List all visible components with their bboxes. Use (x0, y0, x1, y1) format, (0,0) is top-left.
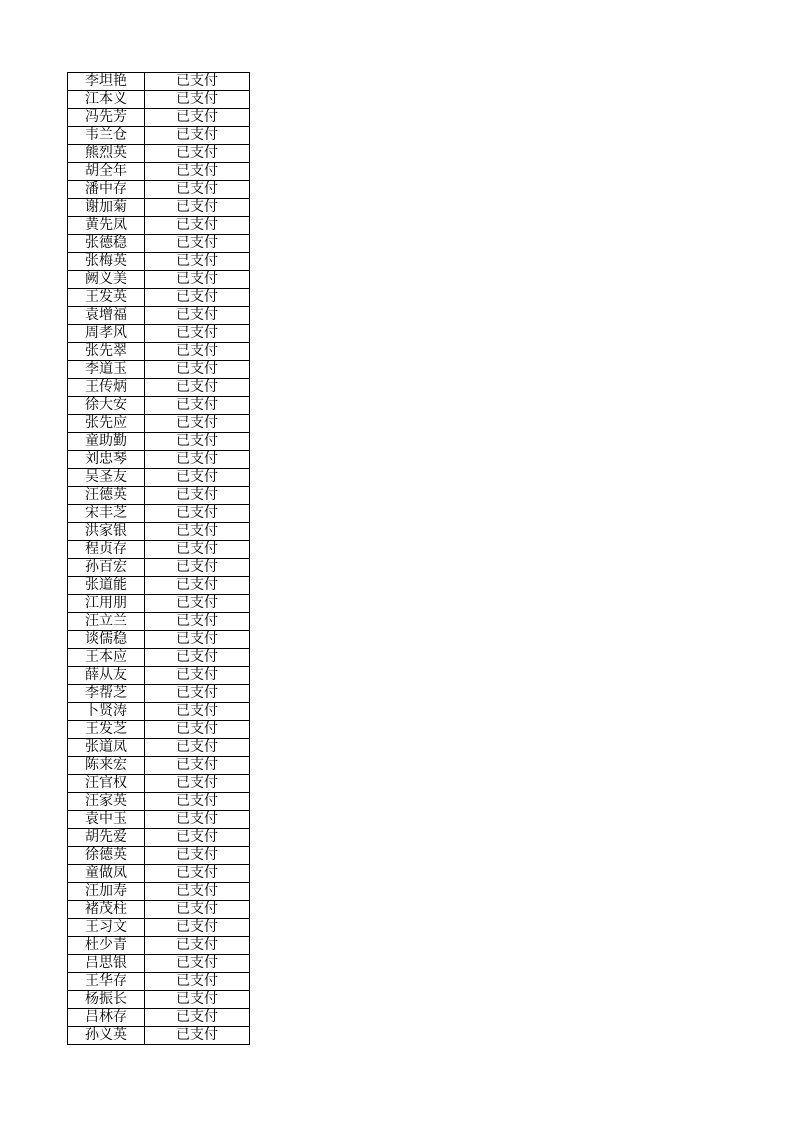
table-row (68, 289, 250, 307)
table-row (68, 937, 250, 955)
name-cell: 冯先芳 (68, 109, 145, 127)
status-cell: 已支付 (145, 127, 250, 145)
status-cell: 已支付 (145, 865, 250, 883)
table-row (68, 307, 250, 325)
name-cell: 王发英 (68, 289, 145, 307)
status-cell: 已支付 (145, 451, 250, 469)
name-cell: 熊烈英 (68, 145, 145, 163)
status-cell: 已支付 (145, 109, 250, 127)
name-cell: 张德稳 (68, 235, 145, 253)
status-cell: 已支付 (145, 667, 250, 685)
status-cell: 已支付 (145, 739, 250, 757)
name-cell: 陈来宏 (68, 757, 145, 775)
status-cell: 已支付 (145, 721, 250, 739)
name-cell: 李坦艳 (68, 73, 145, 91)
table-row (68, 433, 250, 451)
name-cell: 汪立兰 (68, 613, 145, 631)
table-row (68, 541, 250, 559)
name-cell: 汪德英 (68, 487, 145, 505)
name-cell: 王华存 (68, 973, 145, 991)
table-row (68, 73, 250, 91)
table-row (68, 271, 250, 289)
status-cell: 已支付 (145, 649, 250, 667)
name-cell: 潘中存 (68, 181, 145, 199)
name-cell: 徐德英 (68, 847, 145, 865)
name-cell: 谢加菊 (68, 199, 145, 217)
table-row (68, 613, 250, 631)
name-cell: 徐大安 (68, 397, 145, 415)
name-cell: 胡先爱 (68, 829, 145, 847)
status-cell: 已支付 (145, 235, 250, 253)
status-cell: 已支付 (145, 991, 250, 1009)
status-cell: 已支付 (145, 271, 250, 289)
table-row (68, 577, 250, 595)
name-cell: 程贞存 (68, 541, 145, 559)
table-row (68, 973, 250, 991)
name-cell: 李道玉 (68, 361, 145, 379)
status-cell: 已支付 (145, 685, 250, 703)
status-cell: 已支付 (145, 847, 250, 865)
table-row (68, 811, 250, 829)
status-cell: 已支付 (145, 541, 250, 559)
table-row (68, 685, 250, 703)
table-row (68, 235, 250, 253)
status-cell: 已支付 (145, 919, 250, 937)
status-cell: 已支付 (145, 469, 250, 487)
table-row (68, 451, 250, 469)
table-row (68, 649, 250, 667)
status-cell: 已支付 (145, 217, 250, 235)
status-cell: 已支付 (145, 397, 250, 415)
name-cell: 孙百宏 (68, 559, 145, 577)
name-cell: 王习文 (68, 919, 145, 937)
status-cell: 已支付 (145, 361, 250, 379)
table-row (68, 523, 250, 541)
table-row (68, 793, 250, 811)
table-row (68, 343, 250, 361)
status-cell: 已支付 (145, 1027, 250, 1045)
status-cell: 已支付 (145, 757, 250, 775)
name-cell: 张道凤 (68, 739, 145, 757)
status-cell: 已支付 (145, 901, 250, 919)
name-cell: 张梅英 (68, 253, 145, 271)
name-cell: 刘忠琴 (68, 451, 145, 469)
name-cell: 张先应 (68, 415, 145, 433)
status-cell: 已支付 (145, 577, 250, 595)
name-cell: 王传炳 (68, 379, 145, 397)
name-cell: 袁增福 (68, 307, 145, 325)
table-row (68, 703, 250, 721)
name-cell: 王发芝 (68, 721, 145, 739)
status-cell: 已支付 (145, 973, 250, 991)
table-row (68, 469, 250, 487)
status-cell: 已支付 (145, 775, 250, 793)
name-cell: 吴圣友 (68, 469, 145, 487)
status-cell: 已支付 (145, 505, 250, 523)
status-cell: 已支付 (145, 91, 250, 109)
name-cell: 谈儒稳 (68, 631, 145, 649)
table-row (68, 919, 250, 937)
status-cell: 已支付 (145, 613, 250, 631)
table-row (68, 361, 250, 379)
status-cell: 已支付 (145, 559, 250, 577)
name-cell: 韦兰仓 (68, 127, 145, 145)
table-row (68, 829, 250, 847)
name-cell: 杜少青 (68, 937, 145, 955)
name-cell: 宋丰芝 (68, 505, 145, 523)
table-row (68, 145, 250, 163)
table-row (68, 487, 250, 505)
status-cell: 已支付 (145, 937, 250, 955)
table-row (68, 865, 250, 883)
name-cell: 李帮芝 (68, 685, 145, 703)
table-row (68, 955, 250, 973)
status-cell: 已支付 (145, 487, 250, 505)
table-row (68, 199, 250, 217)
table-row (68, 739, 250, 757)
table-row (68, 397, 250, 415)
name-cell: 江用朋 (68, 595, 145, 613)
name-cell: 袁中玉 (68, 811, 145, 829)
name-cell: 汪官权 (68, 775, 145, 793)
table-row (68, 1027, 250, 1045)
payment-status-table (67, 72, 250, 1045)
table-row (68, 631, 250, 649)
status-cell: 已支付 (145, 289, 250, 307)
status-cell: 已支付 (145, 199, 250, 217)
table-row (68, 109, 250, 127)
name-cell: 卜贤涛 (68, 703, 145, 721)
table-row (68, 991, 250, 1009)
table-row (68, 505, 250, 523)
status-cell: 已支付 (145, 163, 250, 181)
table-row (68, 325, 250, 343)
name-cell: 黄先凤 (68, 217, 145, 235)
table-row (68, 847, 250, 865)
status-cell: 已支付 (145, 433, 250, 451)
table-row (68, 415, 250, 433)
table-body (68, 73, 250, 1045)
status-cell: 已支付 (145, 253, 250, 271)
status-cell: 已支付 (145, 811, 250, 829)
name-cell: 吕林存 (68, 1009, 145, 1027)
name-cell: 吕思银 (68, 955, 145, 973)
name-cell: 孙义英 (68, 1027, 145, 1045)
status-cell: 已支付 (145, 181, 250, 199)
name-cell: 江本义 (68, 91, 145, 109)
status-cell: 已支付 (145, 883, 250, 901)
table-row (68, 379, 250, 397)
table-row (68, 163, 250, 181)
table-row (68, 901, 250, 919)
name-cell: 阙义美 (68, 271, 145, 289)
name-cell: 童做凤 (68, 865, 145, 883)
status-cell: 已支付 (145, 379, 250, 397)
table-row (68, 181, 250, 199)
table-row (68, 667, 250, 685)
status-cell: 已支付 (145, 793, 250, 811)
table-row (68, 253, 250, 271)
name-cell: 汪加寿 (68, 883, 145, 901)
status-cell: 已支付 (145, 145, 250, 163)
name-cell: 张道能 (68, 577, 145, 595)
status-cell: 已支付 (145, 343, 250, 361)
status-cell: 已支付 (145, 415, 250, 433)
name-cell: 周孝风 (68, 325, 145, 343)
name-cell: 褚茂柱 (68, 901, 145, 919)
status-cell: 已支付 (145, 829, 250, 847)
table-row (68, 883, 250, 901)
status-cell: 已支付 (145, 73, 250, 91)
status-cell: 已支付 (145, 595, 250, 613)
table-row (68, 1009, 250, 1027)
status-cell: 已支付 (145, 1009, 250, 1027)
name-cell: 胡全年 (68, 163, 145, 181)
status-cell: 已支付 (145, 955, 250, 973)
table-row (68, 91, 250, 109)
name-cell: 杨振长 (68, 991, 145, 1009)
table-row (68, 775, 250, 793)
name-cell: 童助勤 (68, 433, 145, 451)
status-cell: 已支付 (145, 523, 250, 541)
table-row (68, 217, 250, 235)
table-row (68, 559, 250, 577)
name-cell: 薛从友 (68, 667, 145, 685)
status-cell: 已支付 (145, 703, 250, 721)
name-cell: 张先翠 (68, 343, 145, 361)
name-cell: 洪家银 (68, 523, 145, 541)
table-row (68, 127, 250, 145)
table-row (68, 757, 250, 775)
status-cell: 已支付 (145, 307, 250, 325)
status-cell: 已支付 (145, 325, 250, 343)
status-cell: 已支付 (145, 631, 250, 649)
table-row (68, 721, 250, 739)
table-row (68, 595, 250, 613)
name-cell: 王本应 (68, 649, 145, 667)
name-cell: 汪家英 (68, 793, 145, 811)
